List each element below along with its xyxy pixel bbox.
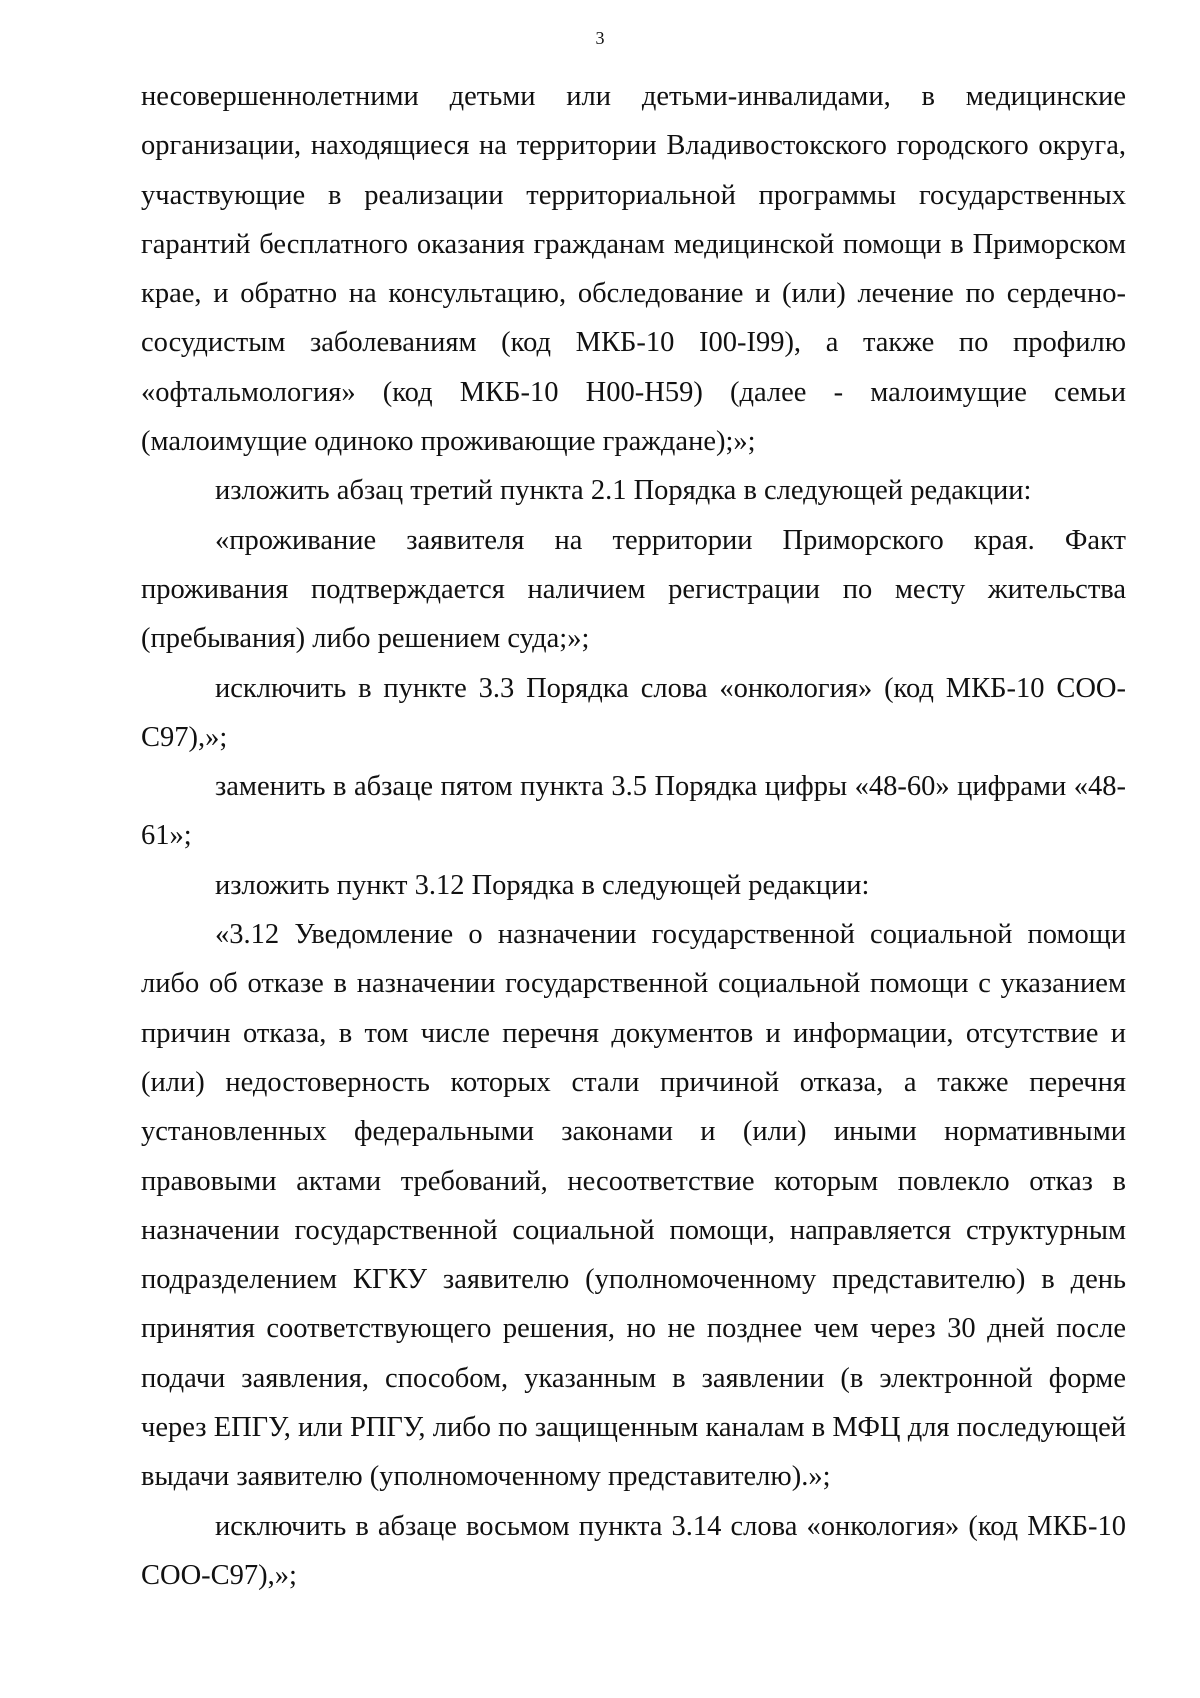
paragraph-amend-2-1-intro: изложить абзац третий пункта 2.1 Порядка в следующей редакции:: [215, 475, 1032, 507]
paragraph-continuation: несовершеннолетними детьми или детьми-инвалидами, в медицинские организации, находящиеся на территории Владивостокского городского округа, участвующие в реализации территориальной программы государственных гарантий бесплатного оказания гражданам медицинской помощи в Приморском крае, и обратно на консультацию, обследование и (или) лечение по сердечно-сосудистым заболеваниям (код МКБ-10 I00-I99), а также по профилю «офтальмология» (код МКБ-10 H00-H59) (далее - малоимущие семьи (малоимущие одиноко проживающие граждане);»;: [141, 81, 1126, 458]
paragraph-amend-2-1-text: «проживание заявителя на территории Приморского края. Факт проживания подтверждается наличием регистрации по месту жительства (пребывания) либо решением суда;»;: [141, 524, 1126, 655]
paragraph-amend-3-5: заменить в абзаце пятом пункта 3.5 Порядка цифры «48-60» цифрами «48-61»;: [141, 771, 1126, 852]
page-number: 3: [595, 28, 605, 48]
document-body: [141, 72, 1126, 1600]
paragraph-amend-3-12-intro: изложить пункт 3.12 Порядка в следующей редакции:: [215, 869, 870, 901]
paragraph-amend-3-12-text: «3.12 Уведомление о назначении государственной социальной помощи либо об отказе в назначении государственной социальной помощи с указанием причин отказа, в том числе перечня документов и информации, отсутствие и (или) недостоверность которых стали причиной отказа, а также перечня установленных федеральными законами и (или) иными нормативными правовыми актами требований, несоответствие которым повлекло отказ в назначении государственной социальной помощи, направляется структурным подразделением КГКУ заявителю (уполномоченному представителю) в день принятия соответствующего решения, но не позднее чем через 30 дней после подачи заявления, способом, указанным в заявлении (в электронной форме через ЕПГУ, или РПГУ, либо по защищенным каналам в МФЦ для последующей выдачи заявителю (уполномоченному представителю).»;: [141, 919, 1126, 1493]
paragraph-amend-3-14: исключить в абзаце восьмом пункта 3.14 слова «онкология» (код МКБ-10 СОО-С97),»;: [141, 1510, 1126, 1591]
paragraph-amend-3-3: исключить в пункте 3.3 Порядка слова «онкология» (код МКБ-10 СОО-С97),»;: [141, 672, 1126, 753]
